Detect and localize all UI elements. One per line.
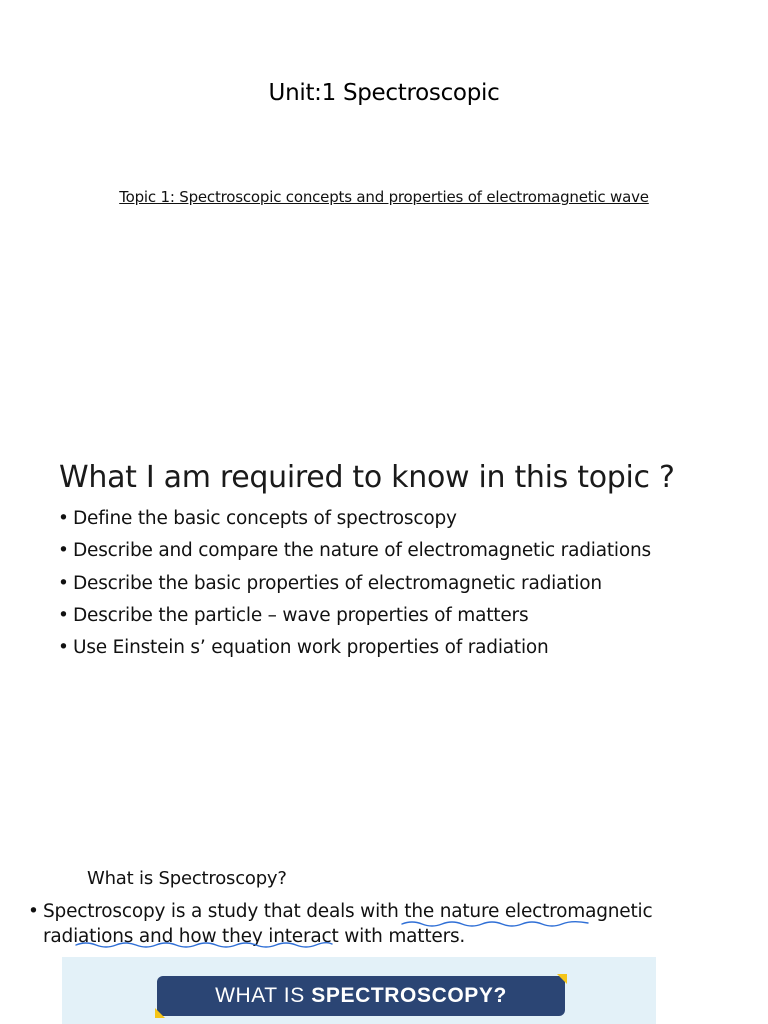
learning-objectives-heading: What I am required to know in this topic ? — [59, 460, 675, 495]
topic-subtitle: Topic 1: Spectroscopic concepts and properties of electromagnetic wave — [119, 188, 649, 206]
list-item — [58, 571, 651, 603]
squiggle-stroke — [402, 922, 588, 926]
bullet-icon: • — [28, 901, 39, 922]
learning-objectives-list — [58, 506, 651, 667]
banner-text-bold: SPECTROSCOPY? — [311, 984, 507, 1007]
list-item — [58, 635, 651, 667]
what-is-spectroscopy-banner — [157, 976, 565, 1016]
bullet-icon: • — [58, 540, 69, 562]
bullet-icon: • — [58, 508, 69, 529]
list-item — [58, 603, 651, 635]
banner-text-regular: WHAT IS — [215, 984, 312, 1007]
list-item — [58, 506, 651, 538]
list-item — [58, 538, 651, 570]
handwritten-underline-annotation — [400, 918, 600, 932]
list-item-text: Define the basic concepts of spectroscopy — [73, 508, 457, 529]
definition-line-1: Spectroscopy is a study that deals with the nature electromagnetic — [43, 901, 653, 922]
list-item-text: Describe and compare the nature of electromagnetic radiations — [73, 540, 651, 562]
handwritten-underline-annotation — [74, 940, 336, 954]
section-question: What is Spectroscopy? — [87, 868, 287, 889]
list-item-text: Use Einstein s’ equation work properties of radiation — [73, 637, 549, 659]
bullet-icon: • — [58, 572, 69, 594]
banner-corner-accent — [557, 974, 567, 984]
list-item-text: Describe the basic properties of electromagnetic radiation — [73, 572, 602, 594]
bullet-icon: • — [58, 637, 69, 659]
squiggle-stroke — [76, 943, 332, 947]
definition-line-2: radiations and how they interact with matters. — [43, 926, 466, 947]
slide-title: Unit:1 Spectroscopic — [268, 80, 500, 106]
bullet-icon: • — [58, 604, 69, 626]
banner-corner-accent — [155, 1008, 165, 1018]
list-item-text: Describe the particle – wave properties of matters — [73, 604, 529, 626]
